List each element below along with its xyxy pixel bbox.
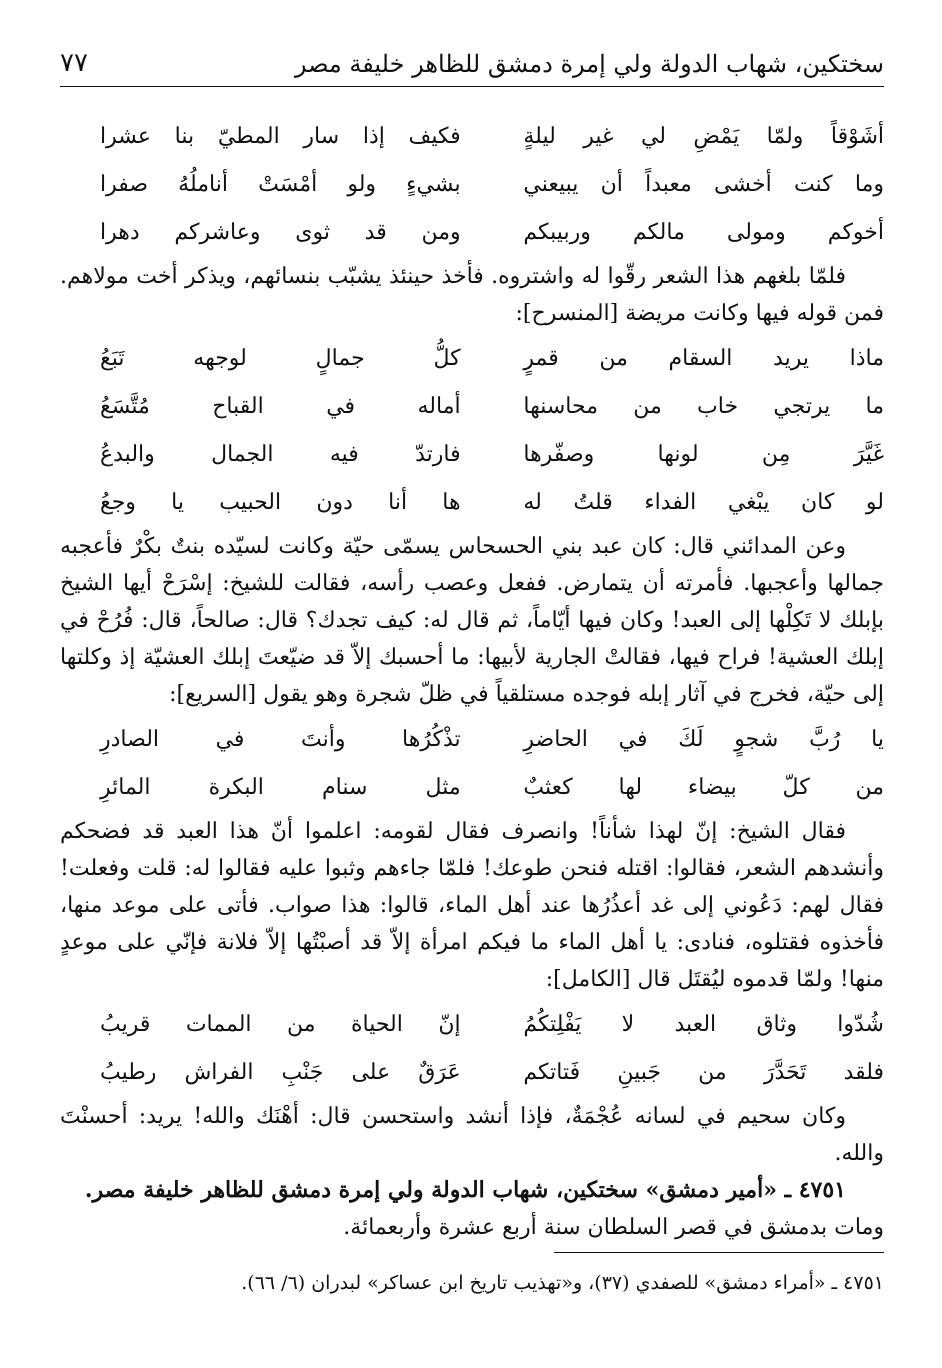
verse-line: [60, 382, 884, 430]
verse-first-hemistich: وما كنت أخشى معبداً أن يبيعني: [523, 171, 884, 197]
page-number: ٧٧: [60, 48, 88, 78]
verse-line: [60, 112, 884, 160]
verse-line: [60, 763, 884, 811]
verse-first-hemistich: من كلّ بيضاء لها كعثبٌ: [523, 774, 884, 800]
verse-second-hemistich: مثل سنام البكرة المائرِ: [100, 774, 461, 800]
verse-second-hemistich: كلُّ جمالٍ لوجهه تَبَعُ: [100, 345, 461, 371]
poem-4: [60, 1000, 884, 1096]
footnote-rule: [554, 1252, 884, 1253]
prose-paragraph: وعن المدائني قال: كان عبد بني الحسحاس يسمّى حيّة وكانت لسيّده بنتٌ بكْرٌ فأعجبه جمالها وأعجبها. فأمرته أن يتمارض. ففعل وعصب رأسه، فقالت للشيخ: إسْرَحْ أيها الشيخ بإبلك لا تَكِلْها إلى العبد! وكان فيها أيّاماً، ثم قال له: كيف تجدك؟ قال: صالحاً، قال: فُرُحْ في إبلك العشية! فراح فيها، فقالتْ الجارية لأبيها: ما أحسبك إلاّ قد ضيّعتَ إبلك العشيّة إذ وكلتها إلى حيّة، فخرج في آثار إبله فوجده مستلقياً في ظلّ شجرة وهو يقول [السريع]:: [60, 534, 884, 707]
prose-paragraph: فلمّا بلغهم هذا الشعر رقّوا له واشتروه. فأخذ حينئذ يشبّب بنسائهم، ويذكر أخت مولاهم. فمن قوله فيها وكانت مريضة [المنسرح]:: [60, 264, 884, 326]
prose-paragraph: فقال الشيخ: إنّ لهذا شأناً! وانصرف فقال لقومه: اعلموا أنّ هذا العبد قد فضحكم وأنشدهم الشعر، فقالوا: اقتله فنحن طوعك! فلمّا جاءهم وثبوا عليه فقالوا له: قلت وفعلت! فقال لهم: دَعُوني إلى غد أعذُرُها عند أهل الماء، قالوا: هذا صواب. فأتى على موعد منها، فأخذوه فقتلوه، فنادى: يا أهل الماء ما فيكم امرأة إلاّ قد أصبْتُها إلاّ فلانة فإنّي على موعدٍ منها! ولمّا قدموه ليُقتَل قال [الكامل]:: [60, 819, 884, 992]
verse-line: [60, 1000, 884, 1048]
verse-line: [60, 478, 884, 526]
verse-second-hemistich: فارتدّ فيه الجمال والبدعُ: [100, 441, 461, 467]
verse-first-hemistich: أخوكم ومولى مالكم وربيبكم: [523, 219, 884, 245]
poem-3: [60, 715, 884, 811]
running-head-title: سختكين، شهاب الدولة ولي إمرة دمشق للظاهر خليفة مصر: [294, 50, 884, 78]
page-body: [60, 110, 884, 1246]
verse-first-hemistich: ماذا يريد السقام من قمرٍ: [523, 345, 884, 371]
verse-second-hemistich: بشيءٍ ولو أمْسَتْ أناملُهُ صفرا: [100, 171, 461, 197]
prose-paragraph: وكان سحيم في لسانه عُجْمَةٌ، فإذا أنشد واستحسن قال: أهْنَك والله! يريد: أحسنْتَ والله.: [60, 1104, 884, 1166]
verse-first-hemistich: يا رُبَّ شجوٍ لَكَ في الحاضرِ: [523, 726, 884, 752]
verse-first-hemistich: فلقد تَحَدَّرَ من جَبينِ فَتاتكم: [523, 1059, 884, 1085]
verse-line: [60, 430, 884, 478]
prose-paragraph: ومات بدمشق في قصر السلطان سنة أربع عشرة وأربعمائة.: [343, 1215, 884, 1240]
verse-line: [60, 208, 884, 256]
verse-first-hemistich: شُدّوا وثاق العبد لا يَفْلِتكُمُ: [523, 1011, 884, 1037]
header-rule: [60, 86, 884, 87]
verse-second-hemistich: إنّ الحياة من الممات قريبُ: [100, 1011, 461, 1037]
footnote: ٤٧٥١ ـ «أمراء دمشق» للصفدي (٣٧)، و«تهذيب تاريخ ابن عساكر» لبدران (٦/ ٦٦).: [241, 1272, 884, 1294]
verse-second-hemistich: ها أنا دون الحبيب يا وجعُ: [100, 489, 461, 515]
poem-1: [60, 112, 884, 256]
verse-second-hemistich: تذْكُرُها وأنتَ في الصادرِ: [100, 726, 461, 752]
biography-entry-heading: ٤٧٥١ ـ «أمير دمشق» سختكين، شهاب الدولة ولي إمرة دمشق للظاهر خليفة مصر.: [84, 1177, 846, 1203]
running-head: [60, 42, 884, 92]
verse-line: [60, 715, 884, 763]
verse-second-hemistich: ومن قد ثوى وعاشركم دهرا: [100, 219, 461, 245]
verse-second-hemistich: فكيف إذا سار المطيّ بنا عشرا: [100, 123, 461, 149]
verse-first-hemistich: أشَوْقاً ولمّا يَمْضِ لي غير ليلةٍ: [523, 123, 884, 149]
verse-first-hemistich: لو كان يبْغي الفداء قلتُ له: [523, 489, 884, 515]
verse-first-hemistich: غَيَّرَ مِن لونها وصفّرها: [523, 441, 884, 467]
poem-2: [60, 334, 884, 526]
verse-line: [60, 160, 884, 208]
verse-second-hemistich: عَرَقٌ على جَنْبِ الفراش رطيبُ: [100, 1059, 461, 1085]
verse-line: [60, 334, 884, 382]
verse-second-hemistich: أماله في القباح مُتَّسَعُ: [100, 393, 461, 419]
verse-first-hemistich: ما يرتجي خاب من محاسنها: [523, 393, 884, 419]
verse-line: [60, 1048, 884, 1096]
